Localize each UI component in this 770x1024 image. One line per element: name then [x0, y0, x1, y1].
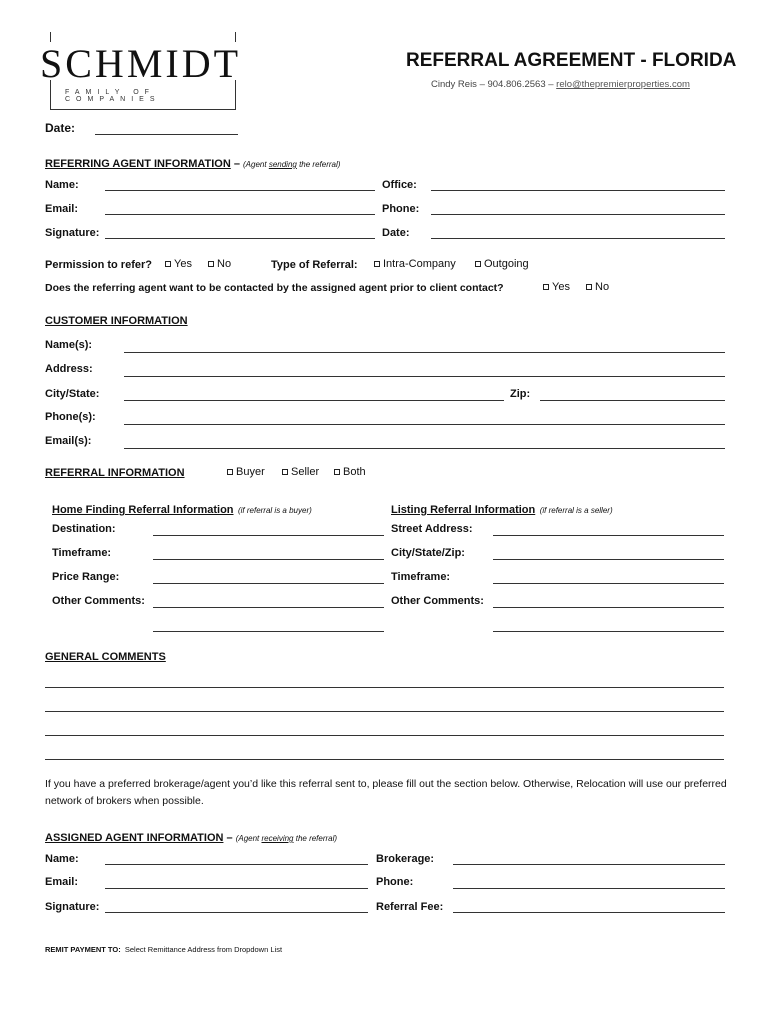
referring-heading-text: REFERRING AGENT INFORMATION	[45, 158, 231, 170]
referring-email-label: Email:	[45, 203, 79, 215]
home-timeframe-field[interactable]	[153, 559, 384, 560]
intra-company-text: Intra-Company	[383, 258, 456, 270]
referring-note-post: the referral)	[296, 160, 341, 169]
assigned-dash: –	[223, 832, 236, 844]
page-title: REFERRAL AGREEMENT - FLORIDA	[406, 50, 737, 71]
customer-names-field[interactable]	[124, 352, 725, 353]
home-other-comments-label: Other Comments:	[52, 595, 145, 607]
assigned-agent-heading	[45, 828, 337, 846]
listing-heading-text: Listing Referral Information	[391, 504, 536, 516]
date-field[interactable]	[95, 134, 238, 135]
permission-label: Permission to refer?	[45, 259, 152, 271]
city-state-zip-field[interactable]	[493, 559, 724, 560]
referring-office-label: Office:	[382, 179, 417, 191]
assigned-note-em: receiving	[261, 834, 294, 843]
customer-zip-field[interactable]	[540, 400, 725, 401]
checkbox-icon[interactable]	[475, 261, 481, 267]
contact-email-link[interactable]: relo@thepremierproperties.com	[556, 79, 690, 90]
listing-note: (if referral is a seller)	[539, 506, 613, 515]
permission-no-text: No	[217, 258, 232, 270]
city-state-zip-label: City/State/Zip:	[391, 547, 465, 559]
street-address-field[interactable]	[493, 535, 724, 536]
referring-name-field[interactable]	[105, 190, 375, 191]
checkbox-icon[interactable]	[282, 469, 288, 475]
price-range-field[interactable]	[153, 583, 384, 584]
destination-field[interactable]	[153, 535, 384, 536]
remit-payment	[45, 945, 282, 954]
intra-company-option[interactable]	[374, 258, 456, 270]
seller-text: Seller	[291, 466, 320, 478]
referral-type-label: Type of Referral:	[271, 259, 358, 271]
permission-yes-text: Yes	[174, 258, 192, 270]
destination-label: Destination:	[52, 523, 116, 535]
logo-tagline: FAMILY OF COMPANIES	[65, 89, 161, 103]
checkbox-icon[interactable]	[208, 261, 214, 267]
home-finding-heading-text: Home Finding Referral Information	[52, 504, 234, 516]
assigned-phone-label: Phone:	[376, 876, 414, 888]
referring-date-field[interactable]	[431, 238, 725, 239]
buyer-option[interactable]	[227, 466, 265, 478]
customer-city-field[interactable]	[124, 400, 504, 401]
assigned-name-field[interactable]	[105, 864, 368, 865]
outgoing-text: Outgoing	[484, 258, 529, 270]
home-finding-heading	[52, 500, 312, 518]
seller-option[interactable]	[282, 466, 319, 478]
referring-date-label: Date:	[382, 227, 410, 239]
general-comments-line-3[interactable]	[45, 735, 724, 736]
assigned-signature-field[interactable]	[105, 912, 368, 913]
referring-email-field[interactable]	[105, 214, 375, 215]
both-option[interactable]	[334, 466, 366, 478]
referring-signature-field[interactable]	[105, 238, 375, 239]
general-comments-heading: GENERAL COMMENTS	[45, 651, 166, 663]
referring-agent-heading	[45, 154, 340, 172]
permission-yes-option[interactable]	[165, 258, 192, 270]
date-label: Date:	[45, 121, 76, 135]
checkbox-icon[interactable]	[374, 261, 380, 267]
contact-no-text: No	[595, 281, 610, 293]
customer-emails-label: Email(s):	[45, 435, 92, 447]
assigned-brokerage-label: Brokerage:	[376, 853, 435, 865]
checkbox-icon[interactable]	[586, 284, 592, 290]
home-other-comments-field[interactable]	[153, 607, 384, 608]
listing-heading	[391, 500, 613, 518]
price-range-label: Price Range:	[52, 571, 120, 583]
checkbox-icon[interactable]	[334, 469, 340, 475]
assigned-email-label: Email:	[45, 876, 79, 888]
remit-label: REMIT PAYMENT TO:	[45, 945, 121, 954]
listing-other-comments-field-2[interactable]	[493, 631, 724, 632]
referring-name-label: Name:	[45, 179, 79, 191]
assigned-name-label: Name:	[45, 853, 79, 865]
checkbox-icon[interactable]	[543, 284, 549, 290]
listing-timeframe-label: Timeframe:	[391, 571, 451, 583]
outgoing-option[interactable]	[475, 258, 529, 270]
customer-emails-field[interactable]	[124, 448, 725, 449]
checkbox-icon[interactable]	[165, 261, 171, 267]
referring-dash: –	[230, 158, 244, 170]
customer-heading: CUSTOMER INFORMATION	[45, 315, 188, 327]
referring-office-field[interactable]	[431, 190, 725, 191]
customer-phones-field[interactable]	[124, 424, 725, 425]
referral-fee-label: Referral Fee:	[376, 901, 444, 913]
general-comments-line-1[interactable]	[45, 687, 724, 688]
preferred-brokerage-instructions: If you have a preferred brokerage/agent you’d like this referral sent to, please fill out the section below. Otherwise, Relocation will use our preferred network of brokers when possible.	[45, 778, 727, 807]
contact-yes-text: Yes	[552, 281, 570, 293]
contact-question-label: Does the referring agent want to be contacted by the assigned agent prior to client contact?	[45, 282, 504, 294]
remittance-dropdown[interactable]: Select Remittance Address from Dropdown List	[124, 945, 283, 954]
contact-no-option[interactable]	[586, 281, 609, 293]
customer-phones-label: Phone(s):	[45, 411, 96, 423]
assigned-email-field[interactable]	[105, 888, 368, 889]
listing-other-comments-field[interactable]	[493, 607, 724, 608]
referring-note-em: sending	[268, 160, 297, 169]
assigned-phone-field[interactable]	[453, 888, 725, 889]
checkbox-icon[interactable]	[227, 469, 233, 475]
general-comments-line-2[interactable]	[45, 711, 724, 712]
customer-city-label: City/State:	[45, 388, 100, 400]
assigned-note-post: the referral)	[293, 834, 338, 843]
permission-no-option[interactable]	[208, 258, 231, 270]
street-address-label: Street Address:	[391, 523, 473, 535]
assigned-signature-label: Signature:	[45, 901, 100, 913]
referral-info-heading: REFERRAL INFORMATION	[45, 467, 185, 479]
referring-phone-label: Phone:	[382, 203, 420, 215]
both-text: Both	[343, 466, 366, 478]
general-comments-line-4[interactable]	[45, 759, 724, 760]
home-other-comments-field-2[interactable]	[153, 631, 384, 632]
assigned-brokerage-field[interactable]	[453, 864, 725, 865]
customer-names-label: Name(s):	[45, 339, 93, 351]
referral-fee-field[interactable]	[453, 912, 725, 913]
logo-wordmark: SCHMIDT	[40, 41, 242, 86]
company-logo	[40, 30, 248, 112]
listing-other-comments-label: Other Comments:	[391, 595, 484, 607]
buyer-text: Buyer	[236, 466, 265, 478]
contact-info: Cindy Reis – 904.806.2563 –	[431, 79, 557, 90]
referring-note-pre: (Agent	[243, 160, 269, 169]
assigned-heading-text: ASSIGNED AGENT INFORMATION	[45, 832, 224, 844]
home-timeframe-label: Timeframe:	[52, 547, 112, 559]
referring-phone-field[interactable]	[431, 214, 725, 215]
home-finding-note: (if referral is a buyer)	[237, 506, 312, 515]
customer-address-field[interactable]	[124, 376, 725, 377]
customer-address-label: Address:	[45, 363, 93, 375]
contact-line	[431, 79, 690, 90]
assigned-note-pre: (Agent	[235, 834, 262, 843]
contact-yes-option[interactable]	[543, 281, 570, 293]
customer-zip-label: Zip:	[510, 388, 531, 400]
referring-signature-label: Signature:	[45, 227, 100, 239]
listing-timeframe-field[interactable]	[493, 583, 724, 584]
